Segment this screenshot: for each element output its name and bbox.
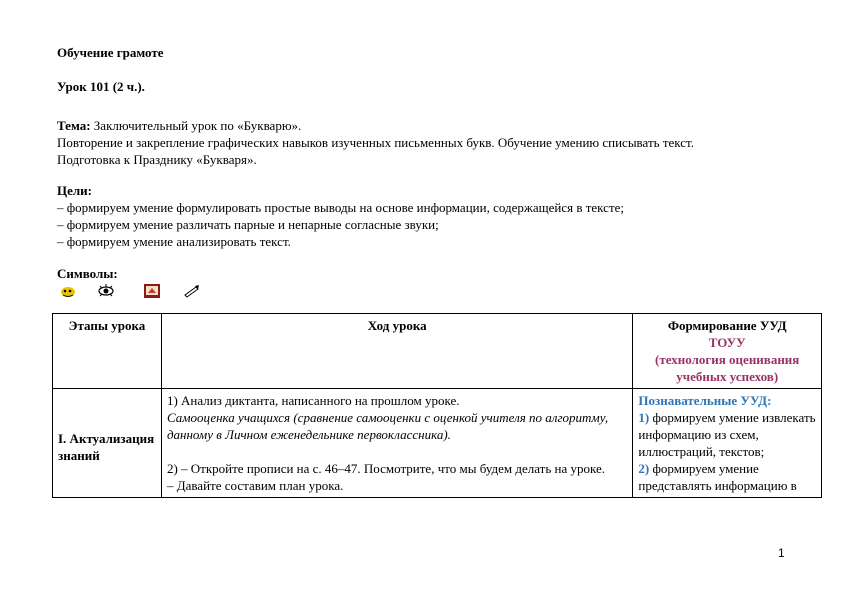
header-flow: Ход урока <box>161 314 632 389</box>
uud-item: 2) формируем умение представлять информацию в <box>638 461 797 493</box>
page-number: 1 <box>778 546 785 560</box>
topic-line-2: Повторение и закрепление графических навыков изученных письменных букв. Обучение умению списывать текст. <box>57 135 694 150</box>
symbols-label: Символы: <box>57 266 118 281</box>
flow-paragraph: 1) Анализ диктанта, написанного на прошлом уроке. <box>166 393 460 408</box>
uud-heading: Формирование УУД <box>667 318 787 333</box>
uud-category: Познавательные УУД: <box>638 393 772 408</box>
lesson-table <box>52 313 822 498</box>
tv-icon <box>143 283 161 299</box>
reading-icon <box>59 283 77 299</box>
toyu-heading: ТОУУ <box>708 335 746 350</box>
header-stages: Этапы урока <box>53 314 162 389</box>
flow-paragraph: 2) – Откройте прописи на с. 46–47. Посмотрите, что мы будем делать на уроке. <box>166 461 606 476</box>
uud-item: 1) формируем умение извлекать информацию из схем, иллюстраций, текстов; <box>638 410 816 459</box>
table-row <box>53 389 822 498</box>
toyu-description: (технология оценивания учебных успехов) <box>655 352 800 384</box>
goal-item: – формируем умение различать парные и непарные согласные звуки; <box>57 217 439 232</box>
goals-label: Цели: <box>57 183 92 198</box>
header-uud <box>633 314 822 389</box>
goal-item: – формируем умение анализировать текст. <box>57 234 291 249</box>
stage-cell: I. Актуализация знаний <box>53 389 162 498</box>
doc-title: Обучение грамоте <box>57 45 164 60</box>
flow-cell <box>161 389 632 498</box>
goal-item: – формируем умение формулировать простые выводы на основе информации, содержащейся в тексте; <box>57 200 625 215</box>
flow-paragraph: Самооценка учащихся (сравнение самооценки с оценкой учителя по алгоритму, данному в Личном еженедельнике первоклассника). <box>166 410 609 442</box>
uud-cell <box>633 389 822 498</box>
pencil-icon <box>183 283 201 299</box>
eye-icon <box>97 283 115 299</box>
topic-line <box>57 117 301 134</box>
topic-value: Заключительный урок по «Букварю». <box>90 118 302 133</box>
flow-paragraph: – Давайте составим план урока. <box>166 478 344 493</box>
topic-line-3: Подготовка к Празднику «Букваря». <box>57 152 257 167</box>
topic-label: Тема: <box>57 118 91 133</box>
lesson-number: Урок 101 (2 ч.). <box>57 79 145 94</box>
table-header-row <box>53 314 822 389</box>
